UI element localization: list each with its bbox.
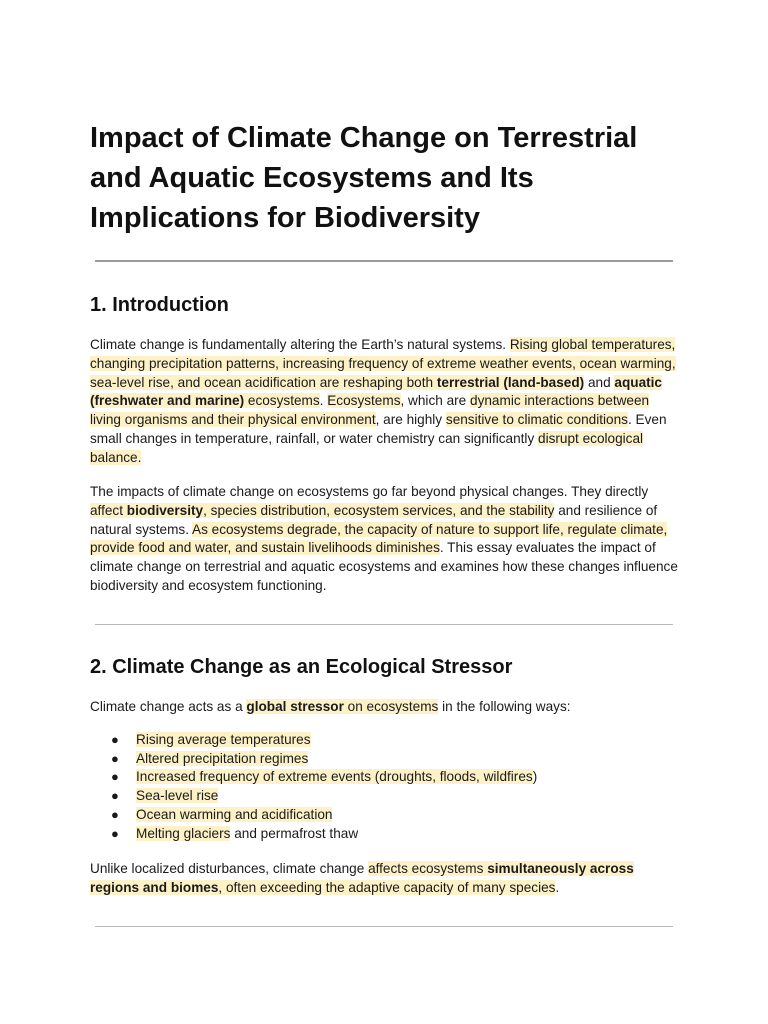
highlight-bold: aquatic (freshwater and marine): [90, 374, 662, 409]
highlight-bold: global stressor: [246, 699, 344, 714]
highlight: disrupt ecological balance.: [90, 430, 644, 465]
stressor-list: [108, 731, 537, 843]
highlight-bold: biodiversity: [126, 502, 204, 518]
highlight: Altered precipitation regimes: [136, 750, 309, 766]
title-divider: [95, 260, 673, 262]
section-divider: [95, 926, 673, 927]
highlight: Rising global temperatures, changing precipitation patterns, increasing frequency of extreme weather events, ocean warming, sea-level rise, and ocean acidification are reshaping both: [90, 337, 676, 390]
list-item: [108, 806, 537, 825]
section-divider: [95, 624, 673, 625]
bullet-icon: ●: [111, 750, 119, 766]
intro-paragraph-2: The impacts of climate change on ecosystems go far beyond physical changes. They directly affect biodiversity, species distribution, ecosystem services, and the stability and resilience of natural systems. As ecosystems degrade, the capacity of nature to support life, regulate climate, provide food and water, and sustain livelihoods diminishes. This essay evaluates the impact of climate change on terrestrial and aquatic ecosystems and examines how these changes influence biodiversity and ecosystem functioning.: [90, 484, 678, 593]
highlight: , often exceeding the adaptive capacity of many species: [218, 879, 556, 895]
list-item: ● Increased frequency of extreme events (droughts, floods, wildfires): [108, 768, 537, 787]
bullet-icon: ●: [111, 825, 119, 841]
list-item: [108, 731, 537, 750]
highlight: on ecosystems: [343, 699, 439, 714]
highlight-bold: simultaneously across regions and biomes: [90, 861, 634, 895]
highlight: As ecosystems degrade, the capacity of nature to support life, regulate climate, provide food and water, and sustain livelihoods diminishes: [90, 521, 668, 556]
highlight-bold: terrestrial (land-based): [436, 374, 585, 390]
intro-paragraph-1: Climate change is fundamentally altering the Earth’s natural systems. Rising global temperatures, changing precipitation patterns, increasing frequency of extreme weather events, ocean warming, sea-level rise, and ocean acidification are reshaping both terrestrial (land-based) and aquatic (freshwater and marine) ecosystems. Ecosystems, which are dynamic interactions between living organisms and their physical environment, are highly sensitive to climatic conditions. Even small changes in temperature, rainfall, or water chemistry can significantly disrupt ecological balance.: [90, 337, 676, 465]
highlight: Rising average temperatures: [136, 732, 311, 747]
highlight: Ocean warming and acidification: [136, 806, 333, 822]
highlight: dynamic interactions between living organisms and their physical environment: [90, 393, 650, 428]
section-heading-stressor: 2. Climate Change as an Ecological Stressor: [90, 656, 513, 678]
document-title: Impact of Climate Change on Terrestrial and Aquatic Ecosystems and Its Implications for Biodiversity: [90, 122, 638, 234]
highlight: Ecosystems: [327, 393, 401, 409]
highlight: ecosystems: [244, 393, 320, 409]
highlight: Increased frequency of extreme events (droughts, floods, wildfires: [136, 769, 533, 785]
highlight: Melting glaciers: [136, 825, 231, 841]
highlight: Sea-level rise: [136, 788, 219, 804]
bullet-icon: ●: [111, 806, 119, 822]
bullet-icon: ●: [111, 769, 119, 785]
stressor-intro-paragraph: Climate change acts as a global stressor on ecosystems in the following ways:: [90, 699, 571, 714]
list-item: ● Melting glaciers and permafrost thaw: [108, 825, 537, 844]
bullet-icon: ●: [111, 788, 119, 804]
bullet-icon: ●: [111, 732, 119, 747]
highlight: affects ecosystems: [368, 861, 488, 876]
highlight: affect: [90, 502, 127, 518]
section-heading-introduction: 1. Introduction: [90, 294, 229, 316]
highlight: sensitive to climatic conditions: [445, 412, 628, 428]
list-item: [108, 787, 537, 806]
list-item: [108, 750, 537, 769]
stressor-closing-paragraph: Unlike localized disturbances, climate change affects ecosystems simultaneously across regions and biomes, often exceeding the adaptive capacity of many species.: [90, 861, 634, 895]
highlight: , species distribution, ecosystem services, and the stability: [203, 502, 555, 518]
